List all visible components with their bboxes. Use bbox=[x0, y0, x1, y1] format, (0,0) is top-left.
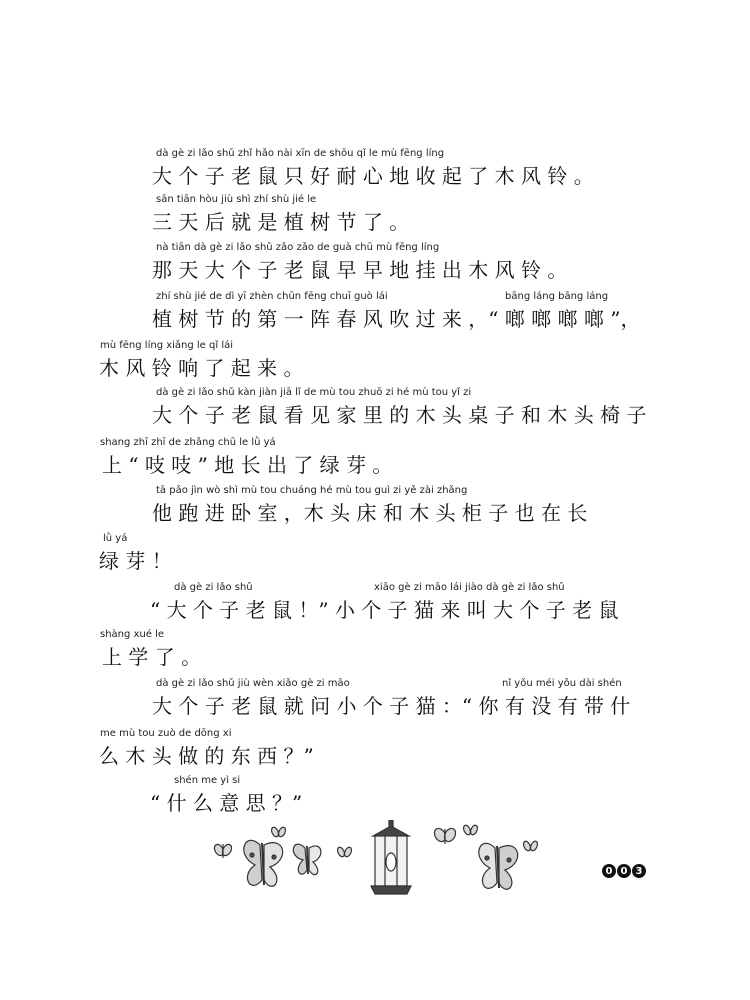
text-line-12 bbox=[0, 678, 750, 726]
butterfly-icon bbox=[462, 824, 479, 836]
pinyin: shang zhī zhī de zhǎng chū le lǜ yá bbox=[100, 437, 276, 448]
page-number-digit: 0 bbox=[617, 864, 631, 878]
hanzi: 上 “ 吱 吱 ” 地 长 出 了 绿 芽 。 bbox=[102, 453, 393, 477]
text-line-8 bbox=[0, 485, 750, 533]
lantern-icon bbox=[371, 820, 411, 894]
page-number-digit: 3 bbox=[632, 864, 646, 878]
hanzi: 绿 芽 ！ bbox=[99, 549, 172, 573]
pinyin: sān tiān hòu jiù shì zhí shù jié le bbox=[156, 194, 317, 205]
hanzi: 大 个 子 老 鼠 就 问 小 个 子 猫 ：“ 你 有 没 有 带 什 bbox=[152, 694, 631, 718]
text-line-7 bbox=[0, 437, 750, 485]
text-line-9 bbox=[0, 533, 750, 581]
hanzi: 植 树 节 的 第 一 阵 春 风 吹 过 来 ，“ 啷 啷 啷 啷 ”， bbox=[152, 307, 641, 331]
hanzi: 么 木 头 做 的 东 西 ？” bbox=[99, 744, 314, 768]
text-line-11 bbox=[0, 629, 750, 677]
butterfly-icon bbox=[479, 843, 518, 889]
text-line-13 bbox=[0, 728, 750, 776]
text-line-4 bbox=[0, 291, 750, 339]
butterfly-icon bbox=[432, 826, 458, 844]
pinyin: lǜ yá bbox=[103, 533, 128, 544]
pinyin: shén me yì si bbox=[174, 775, 241, 786]
butterfly-icon bbox=[522, 840, 539, 852]
text-line-2 bbox=[0, 194, 750, 242]
text-line-1 bbox=[0, 148, 750, 196]
pinyin-second: nǐ yǒu méi yǒu dài shén bbox=[502, 678, 622, 689]
hanzi: “ 大 个 子 老 鼠 ！” 小 个 子 猫 来 叫 大 个 子 老 鼠 bbox=[150, 598, 619, 622]
pinyin: tā pǎo jìn wò shì mù tou chuáng hé mù tou guì zi yě zài zhǎng bbox=[156, 485, 468, 496]
hanzi: 上 学 了 。 bbox=[102, 645, 202, 669]
butterfly-icon bbox=[244, 840, 283, 886]
hanzi: 那 天 大 个 子 老 鼠 早 早 地 挂 出 木 风 铃 。 bbox=[152, 258, 568, 282]
butterfly-icon bbox=[293, 844, 321, 874]
butterfly-lantern-illustration bbox=[205, 820, 545, 900]
page-number bbox=[602, 864, 646, 878]
pinyin: shàng xué le bbox=[100, 629, 165, 640]
pinyin: dà gè zi lǎo shǔ kàn jiàn jiā lǐ de mù tou zhuō zi hé mù tou yǐ zi bbox=[156, 387, 472, 398]
text-line-10 bbox=[0, 582, 750, 630]
butterfly-icon bbox=[270, 826, 287, 838]
pinyin-second: xiǎo gè zi māo lái jiào dà gè zi lǎo shǔ bbox=[374, 582, 565, 593]
hanzi: “ 什 么 意 思 ？” bbox=[150, 791, 303, 815]
pinyin: me mù tou zuò de dōng xi bbox=[100, 728, 232, 739]
hanzi: 三 天 后 就 是 植 树 节 了 。 bbox=[152, 210, 410, 234]
pinyin: zhí shù jié de dì yī zhèn chūn fēng chuī guò lái bbox=[156, 291, 388, 302]
hanzi: 大 个 子 老 鼠 只 好 耐 心 地 收 起 了 木 风 铃 。 bbox=[152, 164, 594, 188]
butterfly-icon bbox=[213, 843, 234, 858]
page-number-digit: 0 bbox=[602, 864, 616, 878]
text-line-3 bbox=[0, 242, 750, 290]
text-line-6 bbox=[0, 387, 750, 435]
pinyin: mù fēng líng xiǎng le qǐ lái bbox=[100, 340, 234, 351]
pinyin-onomatopoeia: bāng láng bāng láng bbox=[505, 291, 609, 302]
text-line-5 bbox=[0, 340, 750, 388]
hanzi: 木 风 铃 响 了 起 来 。 bbox=[99, 356, 304, 380]
butterfly-icon bbox=[336, 846, 353, 858]
text-line-14 bbox=[0, 775, 750, 823]
pinyin: dà gè zi lǎo shǔ zhǐ hǎo nài xīn de shōu qǐ le mù fēng líng bbox=[156, 148, 445, 159]
pinyin: dà gè zi lǎo shǔ jiù wèn xiǎo gè zi māo bbox=[156, 678, 350, 689]
hanzi: 他 跑 进 卧 室 ，木 头 床 和 木 头 柜 子 也 在 长 bbox=[152, 501, 588, 525]
pinyin: dà gè zi lǎo shǔ bbox=[174, 582, 253, 593]
hanzi: 大 个 子 老 鼠 看 见 家 里 的 木 头 桌 子 和 木 头 椅 子 bbox=[152, 403, 647, 427]
pinyin: nà tiān dà gè zi lǎo shǔ zǎo zǎo de guà chū mù fēng líng bbox=[156, 242, 440, 253]
